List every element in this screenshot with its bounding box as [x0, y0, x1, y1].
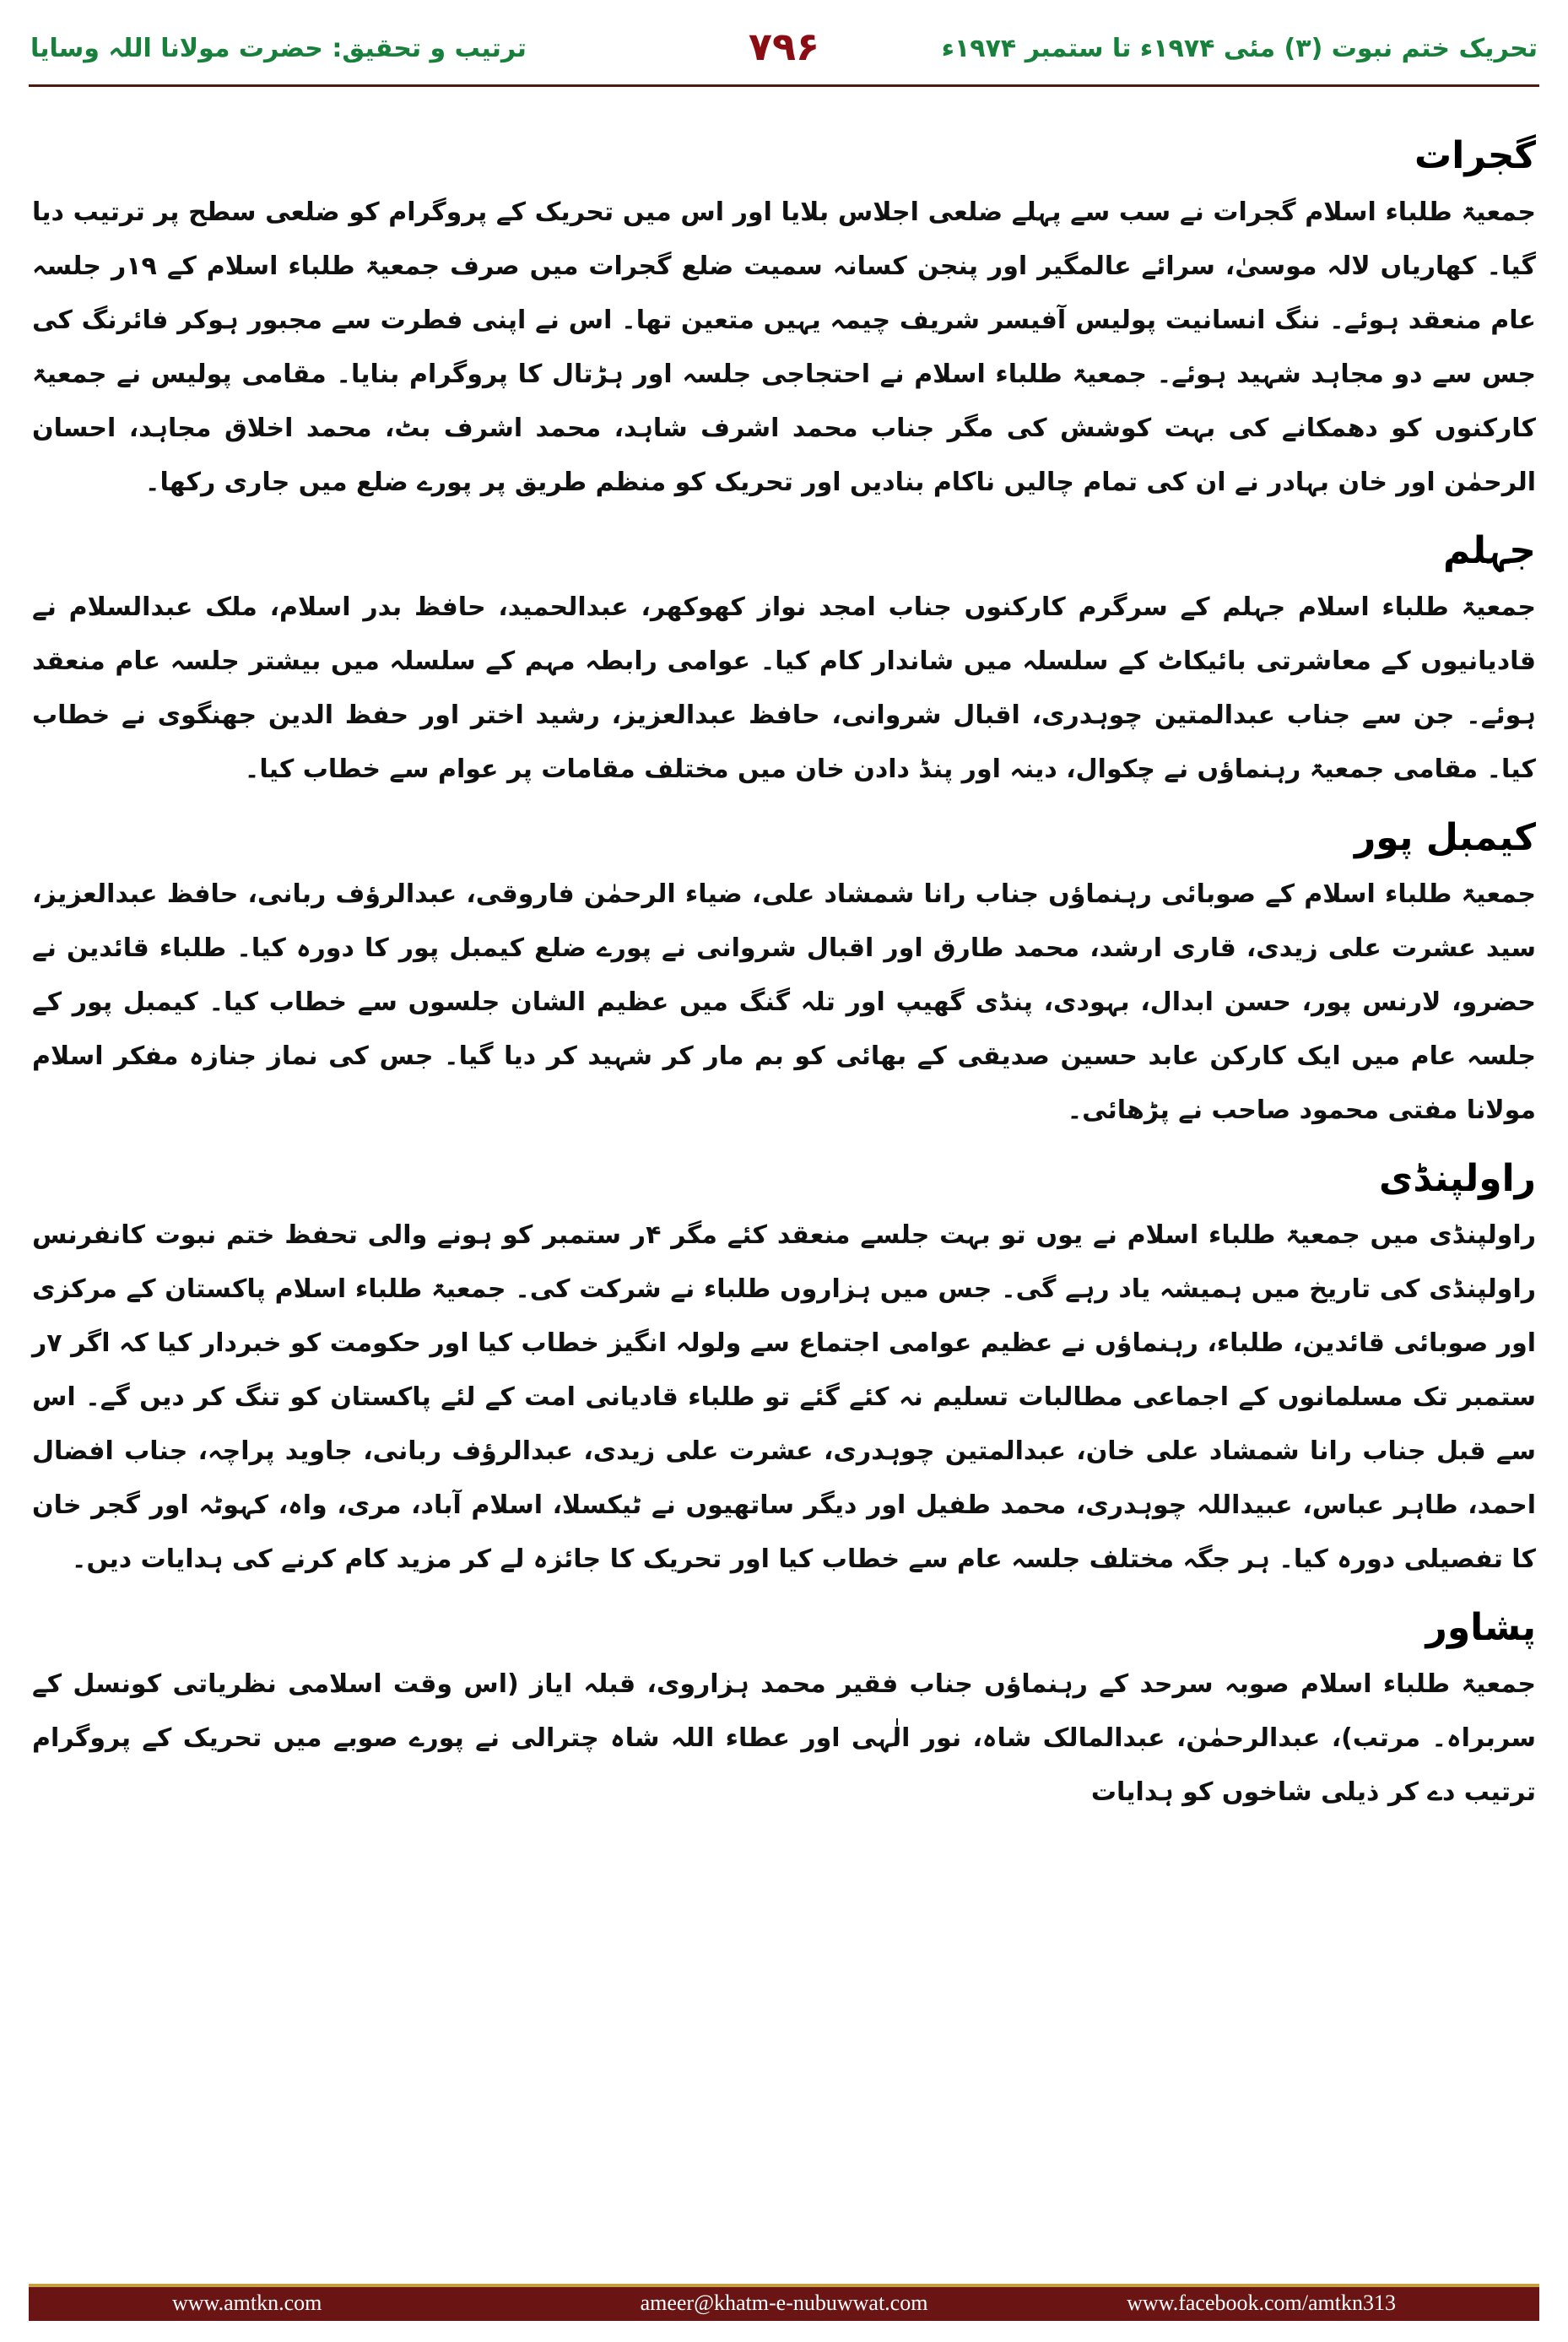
section-heading: جہلم [1443, 529, 1536, 572]
section-paragraph: جمعیۃ طلباء اسلام گجرات نے سب سے پہلے ضلعی اجلاس بلایا اور اس میں تحریک کے پروگرام کو ضلعی سطح پر ترتیب دیا گیا۔ کھاریاں لالہ موسیٰ، سرائے عالمگیر اور پنجن کسانہ سمیت ضلع گجرات میں صرف جمعیۃ طلباء اسلام کے ۱۹ر جلسہ عام منعقد ہوئے۔ ننگ انسانیت پولیس آفیسر شریف چیمہ یہیں متعین تھا۔ اس نے اپنی فطرت سے مجبور ہوکر فائرنگ کی جس سے دو مجاہد شہید ہوئے۔ جمعیۃ طلباء اسلام نے احتجاجی جلسہ اور ہڑتال کا پروگرام بنایا۔ مقامی پولیس نے جمعیۃ کارکنوں کو دھمکانے کی بہت کوشش کی مگر جناب محمد اشرف شاہد، محمد اشرف بٹ، محمد اخلاق مجاہد، احسان الرحمٰن اور خان بہادر نے ان کی تمام چالیں ناکام بنادیں اور تحریک کو منظم طریق پر پورے ضلع میں جاری رکھا۔ [32, 197, 1537, 497]
compiler-credit: ترتیب و تحقیق: حضرت مولانا اللہ وسایا [30, 34, 527, 63]
website-link[interactable]: www.amtkn.com [172, 2291, 322, 2315]
section-heading: پشاور [1425, 1606, 1536, 1649]
page-footer [29, 2284, 1539, 2321]
section-paragraph: راولپنڈی میں جمعیۃ طلباء اسلام نے یوں تو بہت جلسے منعقد کئے مگر ۴ر ستمبر کو ہونے والی تحفظ ختم نبوت کانفرنس راولپنڈی کی تاریخ میں ہمیشہ یاد رہے گی۔ جس میں ہزاروں طلباء نے شرکت کی۔ جمعیۃ طلباء اسلام پاکستان کے مرکزی اور صوبائی قائدین، طلباء، رہنماؤں نے عظیم عوامی اجتماع سے ولولہ انگیز خطاب کیا اور حکومت کو خبردار کیا کہ اگر ۷ر ستمبر تک مسلمانوں کے اجماعی مطالبات تسلیم نہ کئے گئے تو طلباء قادیانی امت کے لئے پاکستان کو تنگ کر دیں گے۔ اس سے قبل جناب رانا شمشاد علی خان، عبدالمتین چوہدری، عشرت علی زیدی، عبدالرؤف ربانی، جاوید پراچہ، جناب افضال احمد، طاہر عباس، عبیداللہ چوہدری، محمد طفیل اور دیگر ساتھیوں نے ٹیکسلا، اسلام آباد، مری، واہ، کہوٹہ اور گجر خان کا تفصیلی دورہ کیا۔ ہر جگہ مختلف جلسہ عام سے خطاب کیا اور تحریک کا جائزہ لے کر مزید کام کرنے کی ہدایات دیں۔ [32, 1220, 1536, 1574]
section-paragraph: جمعیۃ طلباء اسلام صوبہ سرحد کے رہنماؤں جناب فقیر محمد ہزاروی، قبلہ ایاز (اس وقت اسلامی نظریاتی کونسل کے سربراہ۔ مرتب)، عبدالرحمٰن، عبدالمالک شاہ، نور الٰہی اور عطاء اللہ شاہ چترالی نے پورے صوبے میں تحریک کے پروگرام ترتیب دے کر ذیلی شاخوں کو ہدایات [32, 1669, 1536, 1807]
section-heading: راولپنڈی [1379, 1157, 1536, 1200]
section-rawalpindi [32, 1149, 1536, 1587]
section-paragraph: جمعیۃ طلباء اسلام جہلم کے سرگرم کارکنوں جناب امجد نواز کھوکھر، عبدالحمید، حافظ بدر اسلام، ملک عبدالسلام نے قادیانیوں کے معاشرتی بائیکاٹ کے سلسلہ میں شاندار کام کیا۔ عوامی رابطہ مہم کے سلسلہ میں بیشتر جلسہ عام منعقد ہوئے۔ جن سے جناب عبدالمتین چوہدری، اقبال شروانی، حافظ عبدالعزیز، رشید اختر اور حفظ الدین جھنگوی نے خطاب کیا۔ مقامی جمعیۃ رہنماؤں نے چکوال، دینہ اور پنڈ دادن خان میں مختلف مقامات پر عوام سے خطاب کیا۔ [32, 592, 1536, 784]
page-header [0, 0, 1568, 93]
facebook-link[interactable]: www.facebook.com/amtkn313 [1127, 2291, 1396, 2315]
section-heading: کیمبل پور [1354, 816, 1536, 859]
header-divider [29, 84, 1539, 87]
page-content [32, 127, 1536, 2266]
section-paragraph: جمعیۃ طلباء اسلام کے صوبائی رہنماؤں جناب رانا شمشاد علی، ضیاء الرحمٰن فاروقی، عبدالرؤف ربانی، حافظ عبدالعزیز، سید عشرت علی زیدی، قاری ارشد، محمد طارق اور اقبال شروانی نے پورے ضلع کیمبل پور کا دورہ کیا۔ طلباء قائدین نے حضرو، لارنس پور، حسن ابدال، بہودی، پنڈی گھیپ اور تلہ گنگ میں عظیم الشان جلسوں سے خطاب کیا۔ کیمبل پور کے جلسہ عام میں ایک کارکن عابد حسین صدیقی کے بھائی کو بم مار کر شہید کر دیا گیا۔ جس کی نماز جنازہ مفکر اسلام مولانا مفتی محمود صاحب نے پڑھائی۔ [32, 879, 1536, 1125]
email-link[interactable]: ameer@khatm-e-nubuwwat.com [640, 2291, 928, 2315]
section-heading: گجرات [1414, 134, 1536, 177]
section-jhelum [32, 522, 1536, 797]
section-gujrat [32, 127, 1536, 510]
section-peshawar [32, 1598, 1536, 1820]
page-number: ۷۹۶ [748, 24, 820, 69]
section-campbellpur [32, 809, 1536, 1138]
book-title: تحریک ختم نبوت (۳) مئی ۱۹۷۴ء تا ستمبر ۱۹۷۴ء [941, 34, 1538, 63]
